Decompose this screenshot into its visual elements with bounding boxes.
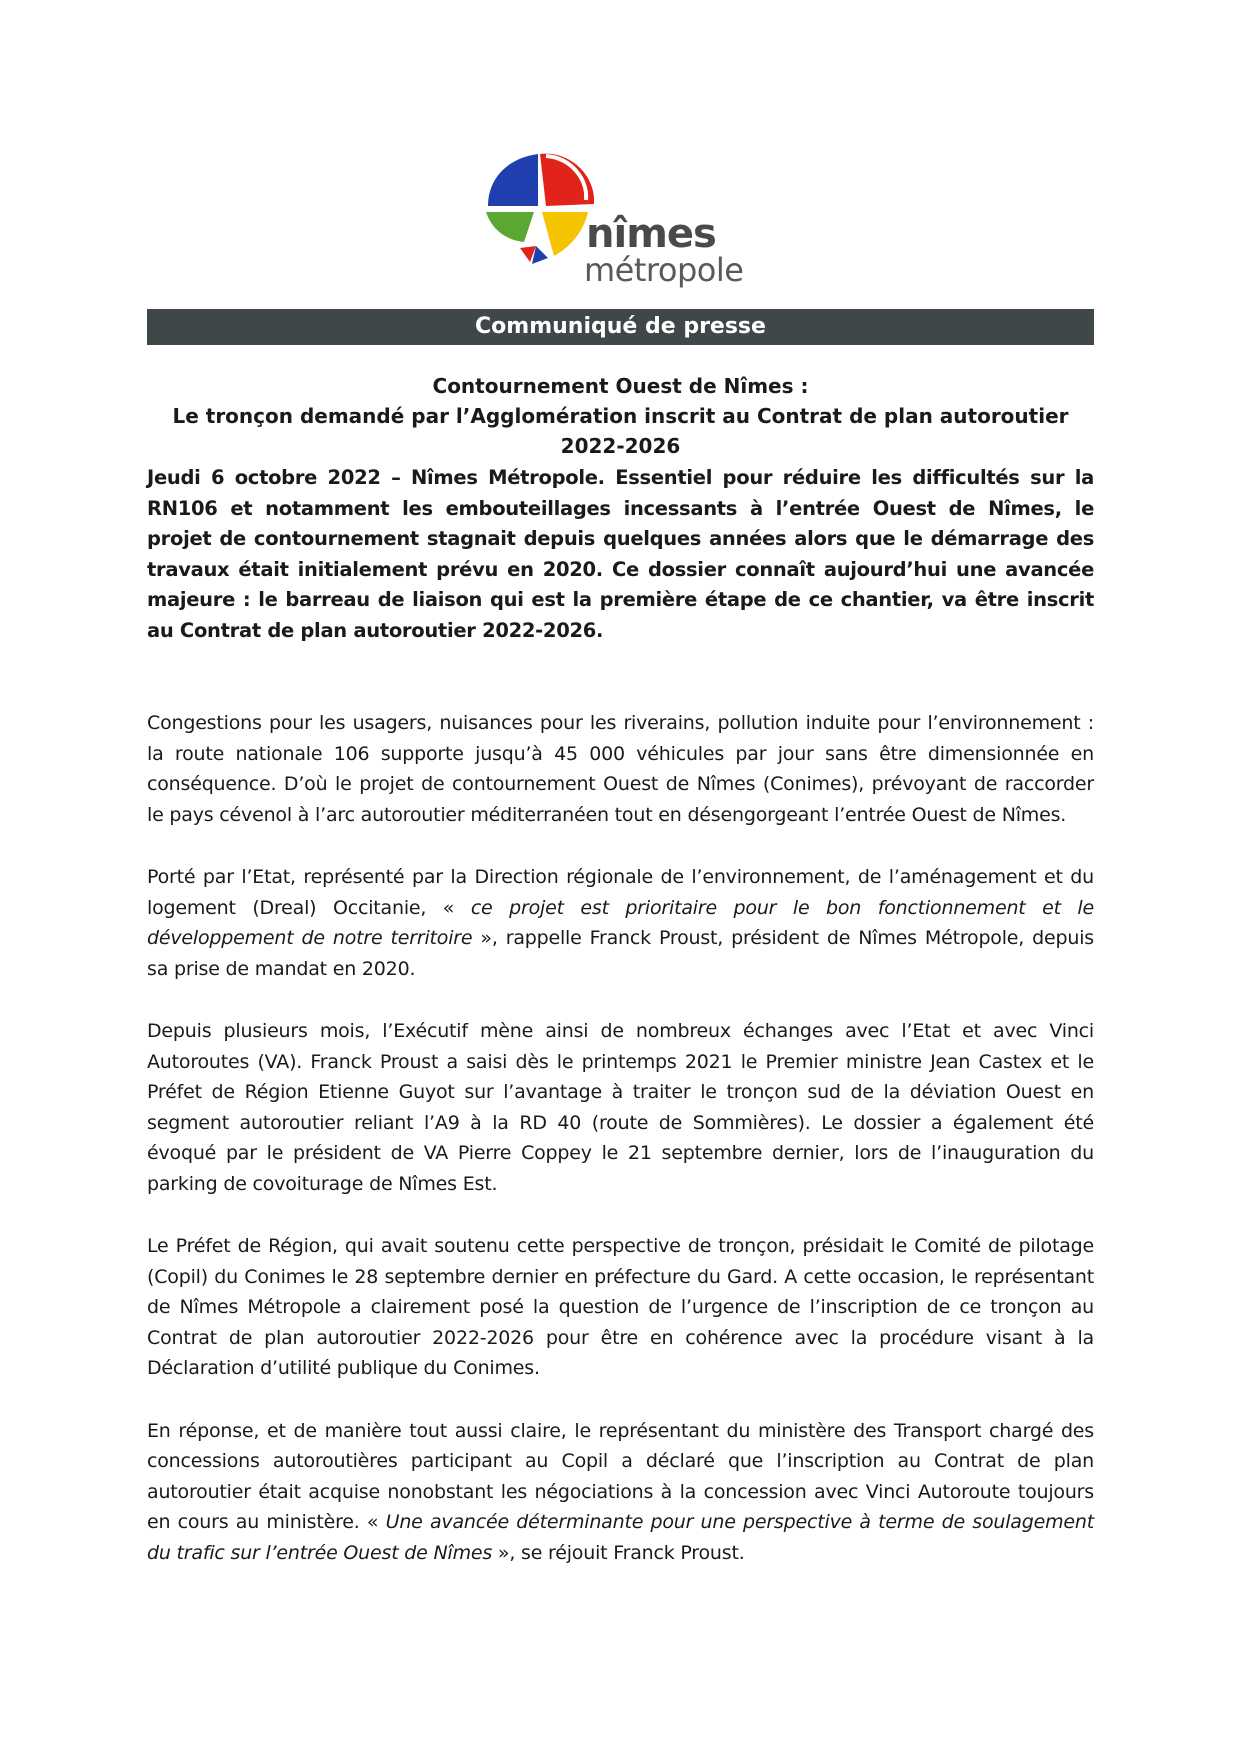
press-release-banner: Communiqué de presse	[147, 309, 1094, 345]
headline-line-1: Contournement Ouest de Nîmes :	[432, 374, 809, 398]
logo-wordmark-metropole: métropole	[584, 251, 744, 289]
paragraph-5-text-a: En réponse, et de manière tout aussi claire, le représentant du ministère des Transport chargé des concessions autoroutières participant au Copil a déclaré que l’inscription au Contrat de plan autoroutier était acquise nonobstant les négociations à la concession avec Vinci Autoroute toujours en cours au ministère. «	[147, 1419, 1094, 1533]
paragraph-2-quote: ce projet est prioritaire pour le bon fonctionnement et le développement de notre territoire	[147, 896, 1094, 949]
article-body	[147, 463, 1094, 1600]
paragraph-5	[147, 1416, 1094, 1569]
paragraph-2	[147, 862, 1094, 984]
paragraph-3: Depuis plusieurs mois, l’Exécutif mène ainsi de nombreux échanges avec l’Etat et avec Vinci Autoroutes (VA). Franck Proust a saisi dès le printemps 2021 le Premier ministre Jean Castex et le Préfet de Région Etienne Guyot sur l’avantage à traiter le tronçon sud de la déviation Ouest en segment autoroutier reliant l’A9 à la RD 40 (route de Sommières). Le dossier a également été évoqué par le président de VA Pierre Coppey le 21 septembre dernier, lors de l’inauguration du parking de covoiturage de Nîmes Est.	[147, 1020, 1094, 1195]
paragraph-2-text-b: », rappelle Franck Proust, président de Nîmes Métropole, depuis sa prise de mandat en 2020.	[147, 927, 1094, 980]
paragraph-4: Le Préfet de Région, qui avait soutenu cette perspective de tronçon, présidait le Comité de pilotage (Copil) du Conimes le 28 septembre dernier en préfecture du Gard. A cette occasion, le représentant de Nîmes Métropole a clairement posé la question de l’urgence de l’inscription de ce tronçon au Contrat de plan autoroutier 2022-2026 pour être en cohérence avec la procédure visant à la Déclaration d’utilité publique du Conimes.	[147, 1235, 1094, 1379]
nimes-metropole-logo	[480, 146, 770, 296]
logo-emblem-icon	[480, 146, 600, 276]
paragraph-5-text-b: », se réjouit Franck Proust.	[492, 1541, 745, 1564]
paragraph-1: Congestions pour les usagers, nuisances pour les riverains, pollution induite pour l’environnement : la route nationale 106 supporte jusqu’à 45 000 véhicules par jour sans être dimensionnée en conséquence. D’où le projet de contournement Ouest de Nîmes (Conimes), prévoyant de raccorder le pays cévenol à l’arc autoroutier méditerranéen tout en désengorgeant l’entrée Ouest de Nîmes.	[147, 712, 1094, 826]
logo-wordmark-nimes: nîmes	[586, 211, 716, 257]
headline-line-2: Le tronçon demandé par l’Agglomération inscrit au Contrat de plan autoroutier 2022-2026	[172, 404, 1069, 458]
paragraph-2-text-a: Porté par l’Etat, représenté par la Direction régionale de l’environnement, de l’aménagement et du logement (Dreal) Occitanie, «	[147, 866, 1094, 919]
headline	[147, 371, 1094, 461]
paragraph-5-quote: Une avancée déterminante pour une perspective à terme de soulagement du trafic sur l’entrée Ouest de Nîmes	[147, 1511, 1094, 1564]
lede-paragraph: Jeudi 6 octobre 2022 – Nîmes Métropole. Essentiel pour réduire les difficultés sur la RN106 et notamment les embouteillages incessants à l’entrée Ouest de Nîmes, le projet de contournement stagnait depuis quelques années alors que le démarrage des travaux était initialement prévu en 2020. Ce dossier connaît aujourd’hui une avancée majeure : le barreau de liaison qui est la première étape de ce chantier, va être inscrit au Contrat de plan autoroutier 2022-2026.	[147, 466, 1094, 642]
